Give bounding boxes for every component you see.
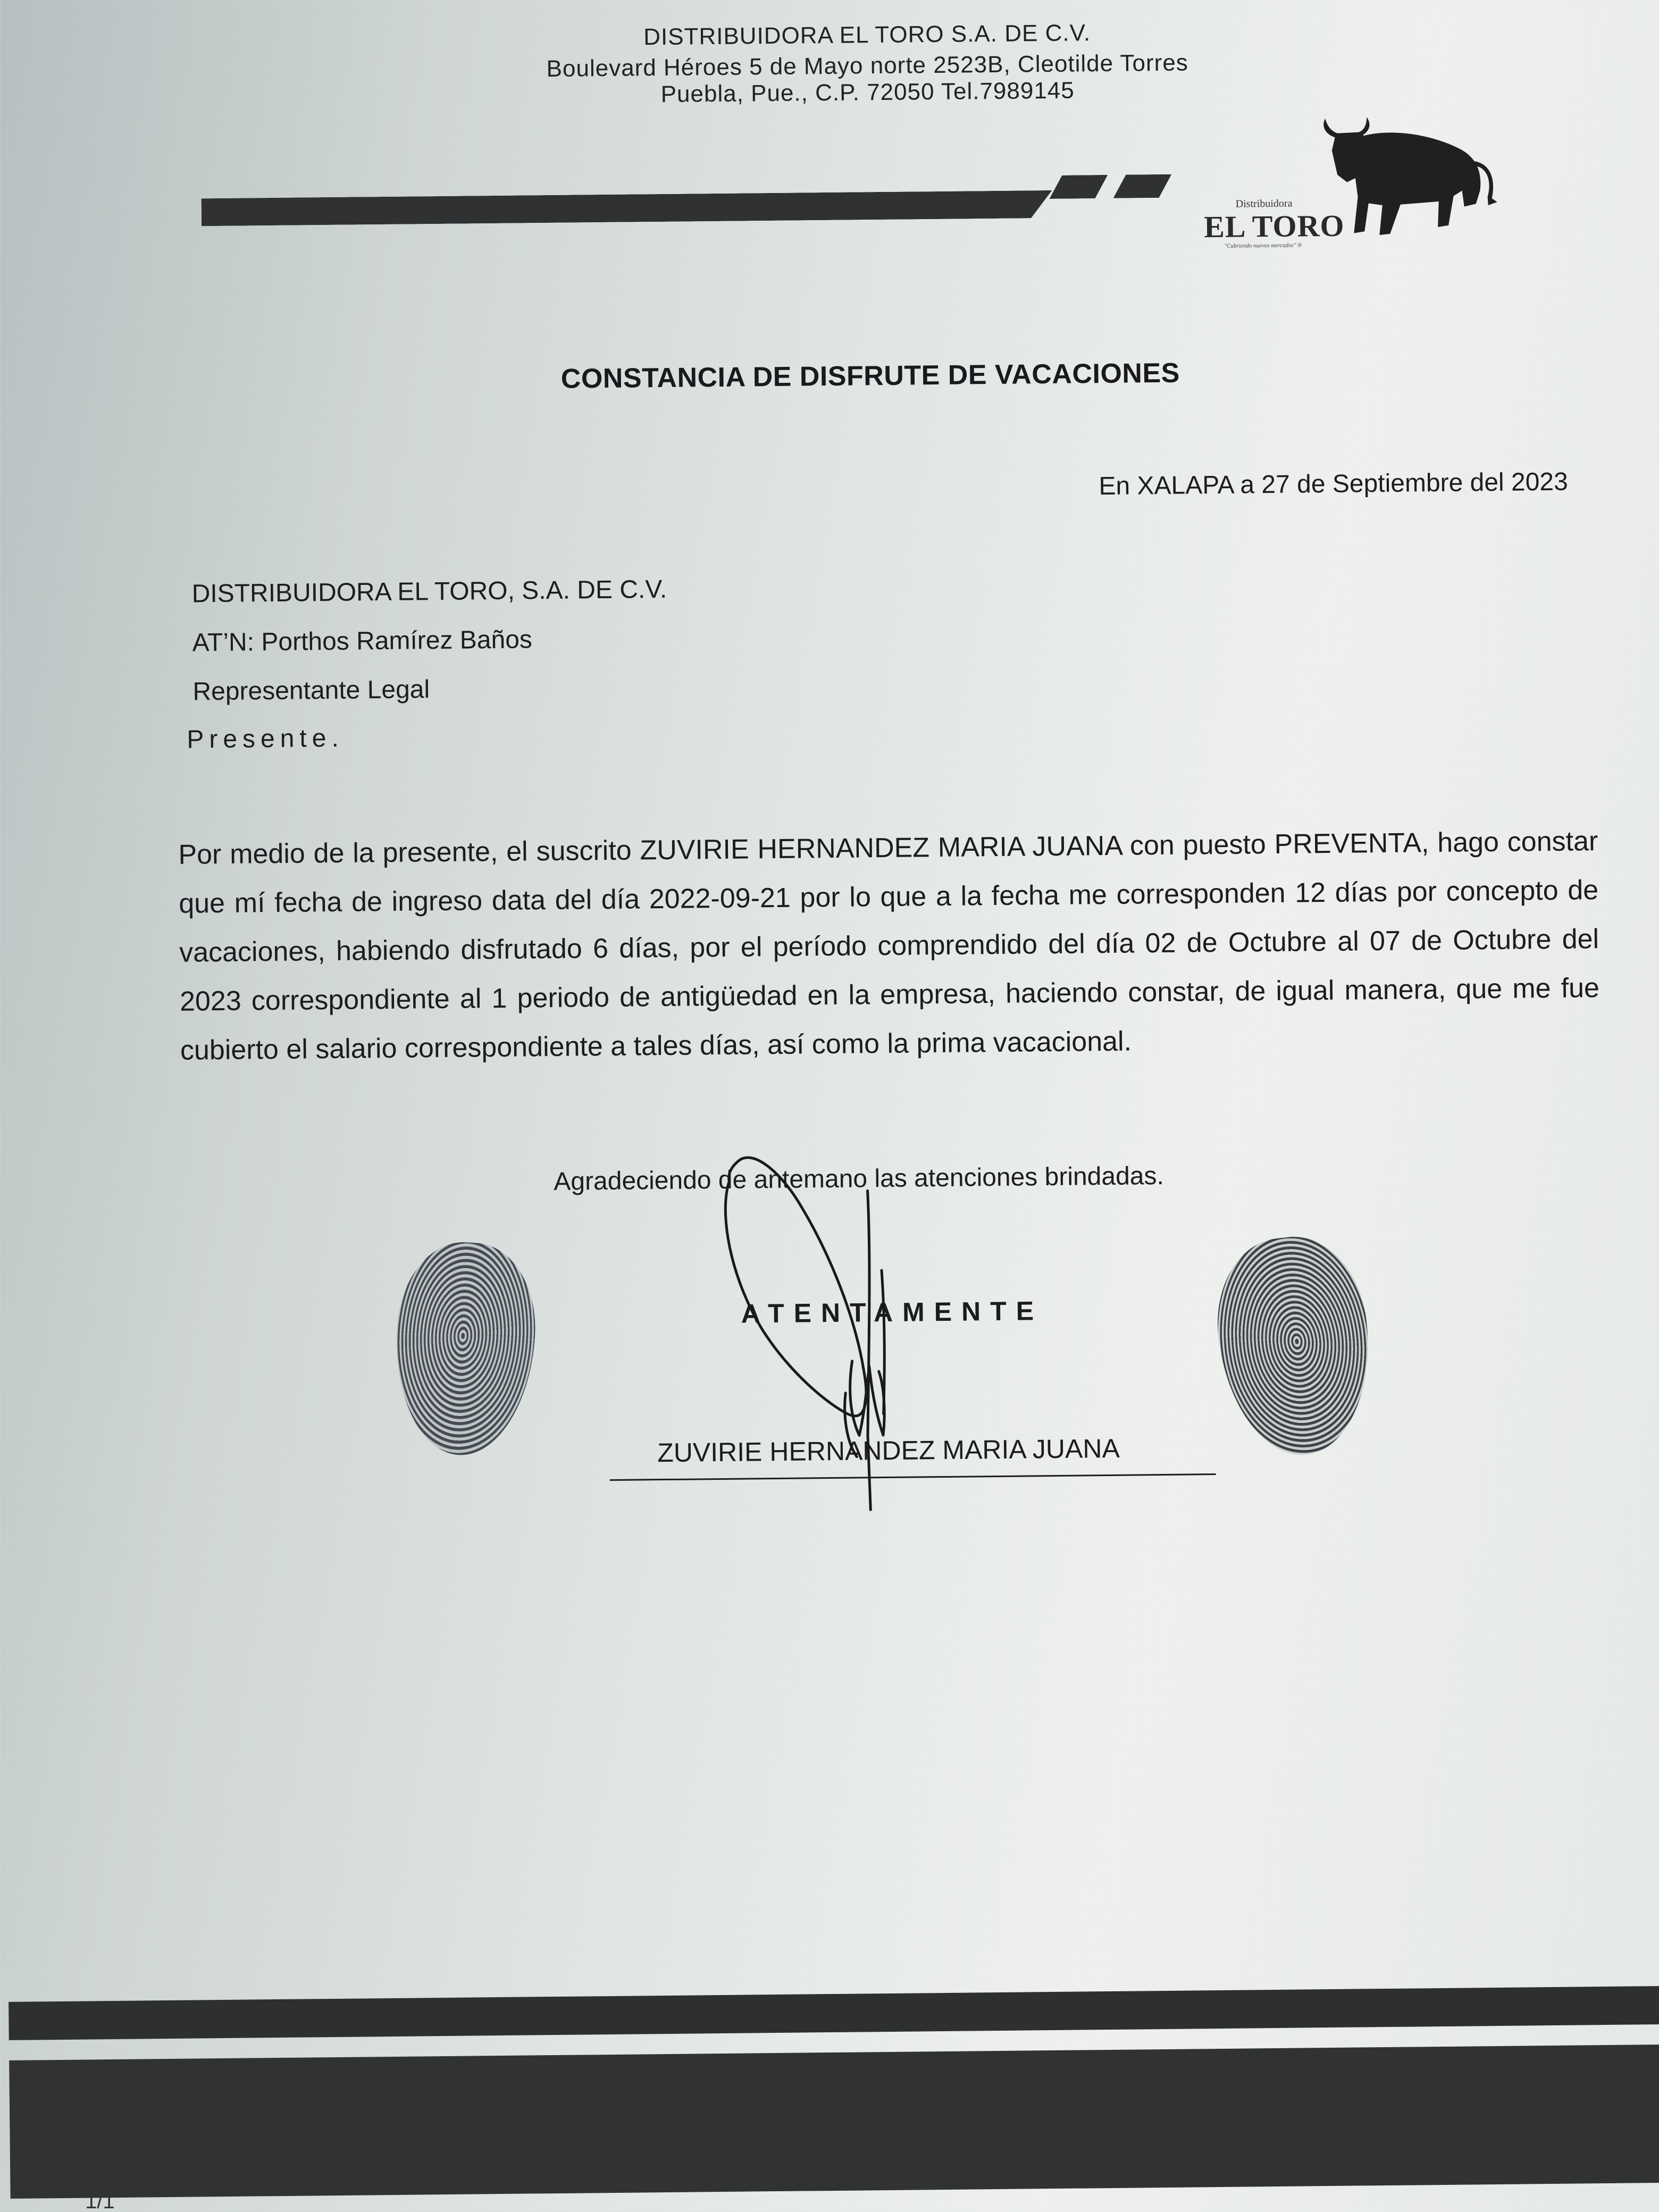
recipient-presente: Presente. (187, 724, 345, 754)
signer-name: ZUVIRIE HERNANDEZ MARIA JUANA (657, 1433, 1120, 1468)
footer-bar-bottom (9, 2045, 1659, 2199)
company-name: DISTRIBUIDORA EL TORO S.A. DE C.V. (643, 20, 1091, 51)
header-bar (202, 190, 1052, 226)
logo-brand: EL TORO (1203, 208, 1345, 245)
el-toro-logo (1197, 111, 1507, 263)
place-date: En XALAPA a 27 de Septiembre del 2023 (1099, 467, 1569, 501)
recipient-role: Representante Legal (192, 675, 430, 706)
header-bar-tick (1113, 174, 1171, 198)
header-bar-tick (1049, 175, 1108, 199)
sign-off: ATENTAMENTE (741, 1296, 1044, 1329)
company-city-phone: Puebla, Pue., C.P. 72050 Tel.7989145 (660, 77, 1075, 107)
page-number: 1/1 (85, 2190, 115, 2212)
company-address: Boulevard Héroes 5 de Mayo norte 2523B, Cleotilde Torres (546, 49, 1189, 82)
document-title: CONSTANCIA DE DISFRUTE DE VACACIONES (560, 357, 1180, 395)
recipient-company: DISTRIBUIDORA EL TORO, S.A. DE C.V. (191, 575, 667, 608)
footer-bar-top (9, 1986, 1659, 2040)
closing-line: Agradeciendo de antemano las atenciones brindadas. (554, 1161, 1164, 1196)
right-fingerprint (1208, 1229, 1381, 1463)
left-fingerprint (390, 1238, 541, 1459)
logo-small-text: Distribuidora (1235, 197, 1293, 210)
recipient-attention: AT’N: Porthos Ramírez Baños (192, 625, 533, 657)
body-paragraph: Por medio de la presente, el suscrito ZUVIRIE HERNANDEZ MARIA JUANA con puesto PREVENTA, hago constar que mí fecha de ingreso data del día 2022-09-21 por lo que a la fecha me corresponden 12 días por concepto de vacaciones, habiendo disfrutado 6 días, por el período comprendido del día 02 de Octubre al 07 de Octubre del 2023 correspondiente al 1 periodo de antigüedad en la empresa, haciendo constar, de igual manera, que me fue cubierto el salario correspondiente a tales días, así como la prima vacacional. (178, 826, 1600, 1066)
logo-tagline: "Cubriendo nuevos mercados" ® (1224, 242, 1302, 249)
handwritten-signature (708, 1137, 945, 1527)
